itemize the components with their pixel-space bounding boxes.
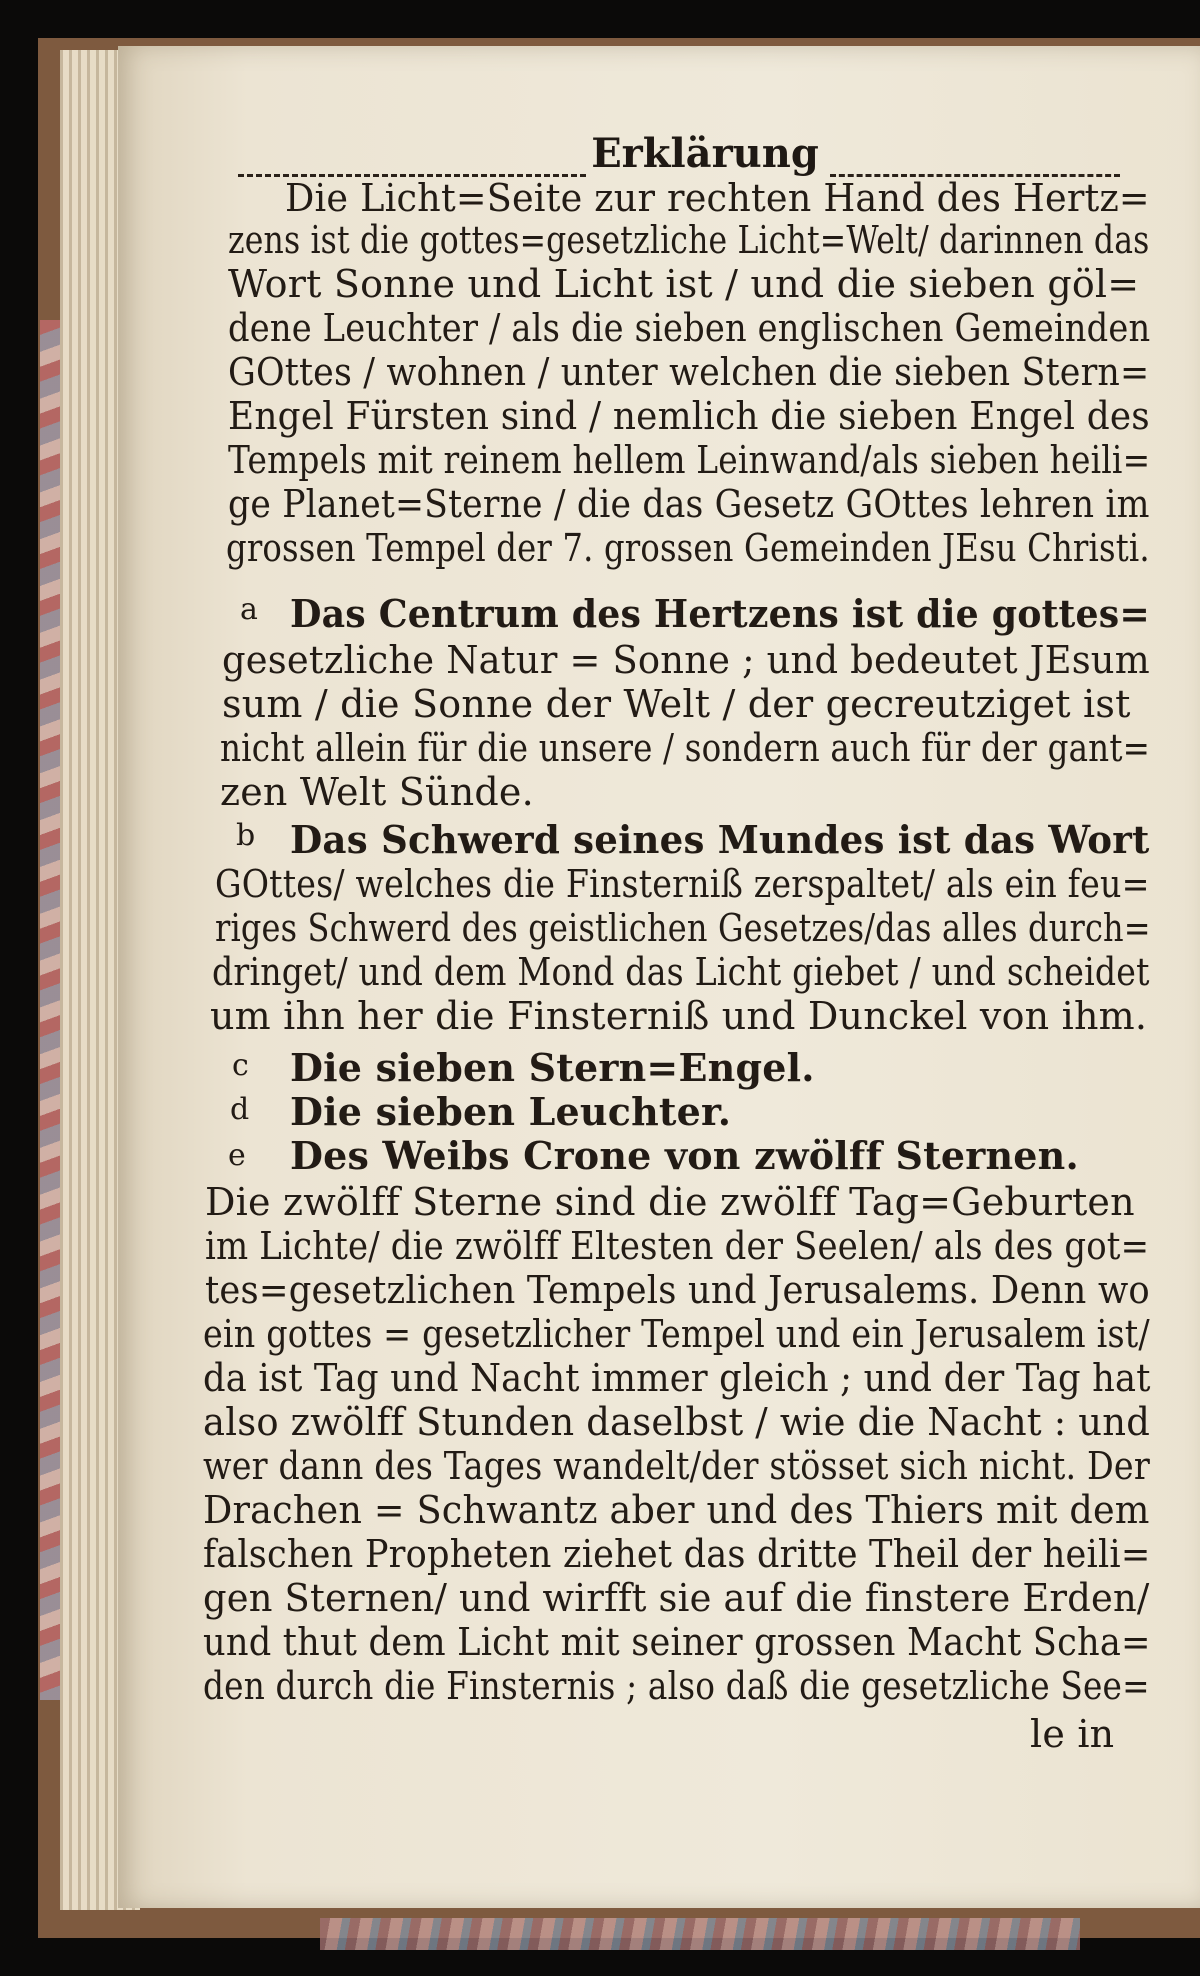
text-line: gen Sternen/ und wirfft sie auf die finstere Erden/	[203, 1576, 1150, 1620]
text-line: GOttes / wohnen / unter welchen die sieben Stern=	[228, 350, 1150, 394]
text-line: den durch die Finsternis ; also daß die gesetzliche See=	[203, 1664, 1150, 1708]
text-line: im Lichte/ die zwölff Eltesten der Seelen/ als des got=	[205, 1224, 1150, 1268]
text-line: also zwölff Stunden daselbst / wie die Nacht : und	[203, 1400, 1151, 1444]
text-line: da ist Tag und Nacht immer gleich ; und der Tag hat	[203, 1356, 1151, 1400]
text-line: gesetzliche Natur = Sonne ; und bedeutet JEsum	[222, 638, 1150, 682]
text-line: Wort Sonne und Licht ist / und die sieben göl=	[228, 262, 1140, 306]
text-line: GOttes/ welches die Finsterniß zerspaltet/ als ein feu=	[215, 862, 1150, 906]
text-line: wer dann des Tages wandelt/der stösset sich nicht. Der	[203, 1444, 1150, 1488]
text-line: Das Schwerd seines Mundes ist das Wort	[290, 817, 1150, 862]
text-line: zens ist die gottes=gesetzliche Licht=Welt/ darinnen das	[228, 218, 1150, 262]
text-line: zen Welt Sünde.	[220, 770, 534, 814]
text-line: Die sieben Leuchter.	[290, 1089, 732, 1134]
note-marker: c	[232, 1048, 249, 1083]
text-line: tes=gesetzlichen Tempels und Jerusalems. Denn wo	[205, 1268, 1150, 1312]
text-line: Engel Fürsten sind / nemlich die sieben Engel des	[228, 394, 1150, 438]
text-line: Tempels mit reinem hellem Leinwand/als sieben heili=	[228, 438, 1151, 482]
note-marker: a	[240, 592, 258, 627]
note-marker: e	[228, 1138, 246, 1173]
text-line: Des Weibs Crone von zwölff Sternen.	[290, 1133, 1079, 1178]
text-line: grossen Tempel der 7. grossen Gemeinden JEsu Christi.	[226, 526, 1150, 570]
text-line: Die sieben Stern=Engel.	[290, 1045, 815, 1090]
text-line: nicht allein für die unsere / sondern auch für der gant=	[220, 726, 1151, 770]
header-title: Erklärung	[591, 130, 819, 177]
text-line: falschen Propheten ziehet das dritte Theil der heili=	[203, 1532, 1151, 1576]
text-line: und thut dem Licht mit seiner grossen Macht Scha=	[203, 1620, 1151, 1664]
note-marker: d	[230, 1092, 250, 1127]
marbled-bottom-edge	[320, 1918, 1080, 1950]
text-line: Drachen = Schwantz aber und des Thiers mit dem	[203, 1488, 1150, 1532]
text-line: ge Planet=Sterne / die das Gesetz GOttes lehren im	[228, 482, 1150, 526]
text-line: dringet/ und dem Mond das Licht giebet / und scheidet	[212, 950, 1150, 994]
catchword: le in	[1030, 1712, 1115, 1756]
text-line: Das Centrum des Hertzens ist die gottes=	[290, 591, 1150, 636]
note-marker: b	[236, 818, 256, 853]
text-line: ein gottes = gesetzlicher Tempel und ein Jerusalem ist/	[203, 1312, 1150, 1356]
text-line: um ihn her die Finsterniß und Dunckel von ihm.	[210, 994, 1148, 1038]
text-line: Die Licht=Seite zur rechten Hand des Hertz=	[285, 176, 1150, 220]
text-line: Die zwölff Sterne sind die zwölff Tag=Geburten	[205, 1180, 1135, 1224]
text-line: dene Leuchter / als die sieben englischen Gemeinden	[228, 306, 1151, 350]
text-line: sum / die Sonne der Welt / der gecreutziget ist	[222, 682, 1131, 726]
text-line: riges Schwerd des geistlichen Gesetzes/das alles durch=	[215, 906, 1151, 950]
